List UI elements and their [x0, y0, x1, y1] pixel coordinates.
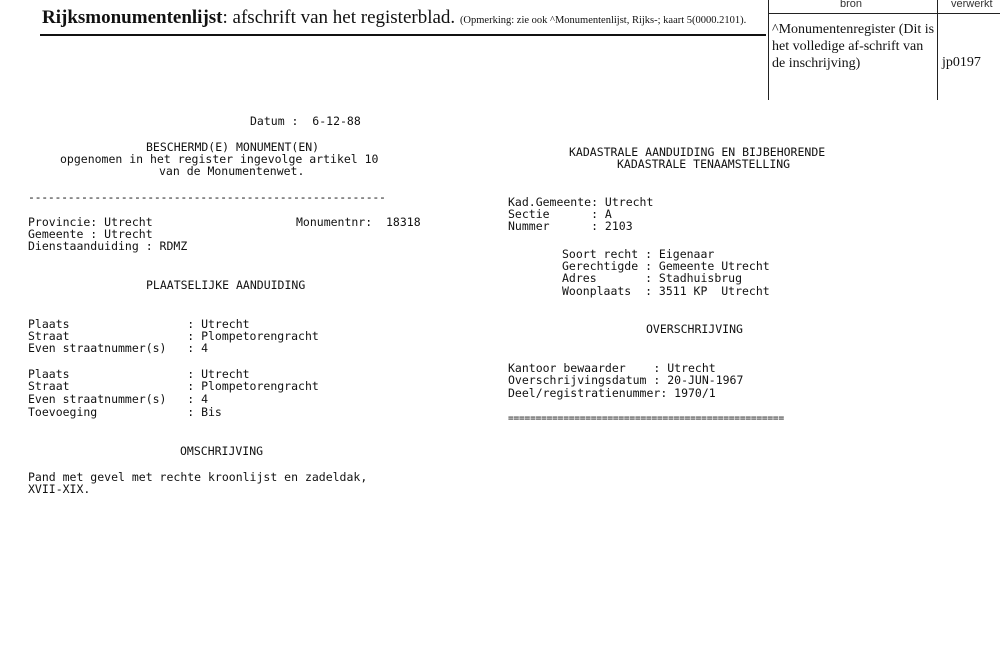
address-block-1-line-1: Plaats : Utrecht [28, 317, 250, 331]
meta-table-border-left [768, 0, 769, 100]
kadastrale-heading-2: KADASTRALE TENAAMSTELLING [617, 157, 791, 171]
address-block-2-line-2: Straat : Plompetorengracht [28, 379, 319, 393]
kad-gemeente-line: Kad.Gemeente: Utrecht [508, 195, 654, 209]
header-title-bold: Rijksmonumentenlijst [42, 7, 223, 28]
document-header-title [42, 7, 746, 29]
overschrijvingsdatum-line: Overschrijvingsdatum : 20-JUN-1967 [508, 373, 744, 387]
left-divider: ------------------------------------------------------ [28, 190, 386, 204]
header-underline [40, 34, 766, 36]
provincie-line: Provincie: Utrecht [28, 215, 153, 229]
right-double-rule: ================================================== [508, 413, 784, 424]
dienstaanduiding-line: Dienstaanduiding : RDMZ [28, 239, 188, 253]
gerechtigde-line: Gerechtigde : Gemeente Utrecht [562, 259, 770, 273]
meta-table [768, 0, 1000, 100]
adres-line: Adres : Stadhuisbrug [562, 271, 743, 285]
meta-code: jp0197 [942, 55, 981, 70]
deel-registratienummer-line: Deel/registratienummer: 1970/1 [508, 386, 716, 400]
meta-col-bron: bron [840, 0, 863, 10]
address-block-1-line-2: Straat : Plompetorengracht [28, 329, 319, 343]
sectie-line: Sectie : A [508, 207, 612, 221]
address-block-2-line-1: Plaats : Utrecht [28, 367, 250, 381]
address-block-2-line-3: Even straatnummer(s) : 4 [28, 392, 209, 406]
plaatselijke-heading: PLAATSELIJKE AANDUIDING [146, 278, 306, 292]
gemeente-line: Gemeente : Utrecht [28, 227, 153, 241]
kantoor-bewaarder-line: Kantoor bewaarder : Utrecht [508, 361, 716, 375]
meta-table-header-rule [768, 13, 1000, 14]
meta-col-verwerkt: verwerkt [951, 0, 993, 10]
header-title-rest: : afschrift van het registerblad. [222, 7, 456, 28]
omschrijving-line-1: Pand met gevel met rechte kroonlijst en zadeldak, [28, 470, 368, 484]
beschermd-line-3: van de Monumentenwet. [159, 164, 305, 178]
beschermd-heading: BESCHERMD(E) MONUMENT(EN) [146, 140, 320, 154]
soort-recht-line: Soort recht : Eigenaar [562, 247, 715, 261]
monumentnr-line: Monumentnr: 18318 [296, 215, 421, 229]
woonplaats-line: Woonplaats : 3511 KP Utrecht [562, 284, 770, 298]
nummer-line: Nummer : 2103 [508, 219, 633, 233]
address-block-1-line-3: Even straatnummer(s) : 4 [28, 341, 209, 355]
address-block-2-line-4: Toevoeging : Bis [28, 405, 222, 419]
overschrijving-heading: OVERSCHRIJVING [646, 322, 743, 336]
omschrijving-heading: OMSCHRIJVING [180, 444, 264, 458]
kadastrale-heading-1: KADASTRALE AANDUIDING EN BIJBEHORENDE [569, 145, 826, 159]
datum-line: Datum : 6-12-88 [250, 114, 361, 128]
header-note: (Opmerking: zie ook ^Monumentenlijst, Rijks-; kaart 5(0000.2101). [459, 15, 747, 26]
omschrijving-line-2: XVII-XIX. [28, 482, 91, 496]
meta-description: ^Monumentenregister (Dit is het volledige af-schrift van de inschrijving) [772, 22, 935, 71]
beschermd-line-2: opgenomen in het register ingevolge artikel 10 [60, 152, 379, 166]
